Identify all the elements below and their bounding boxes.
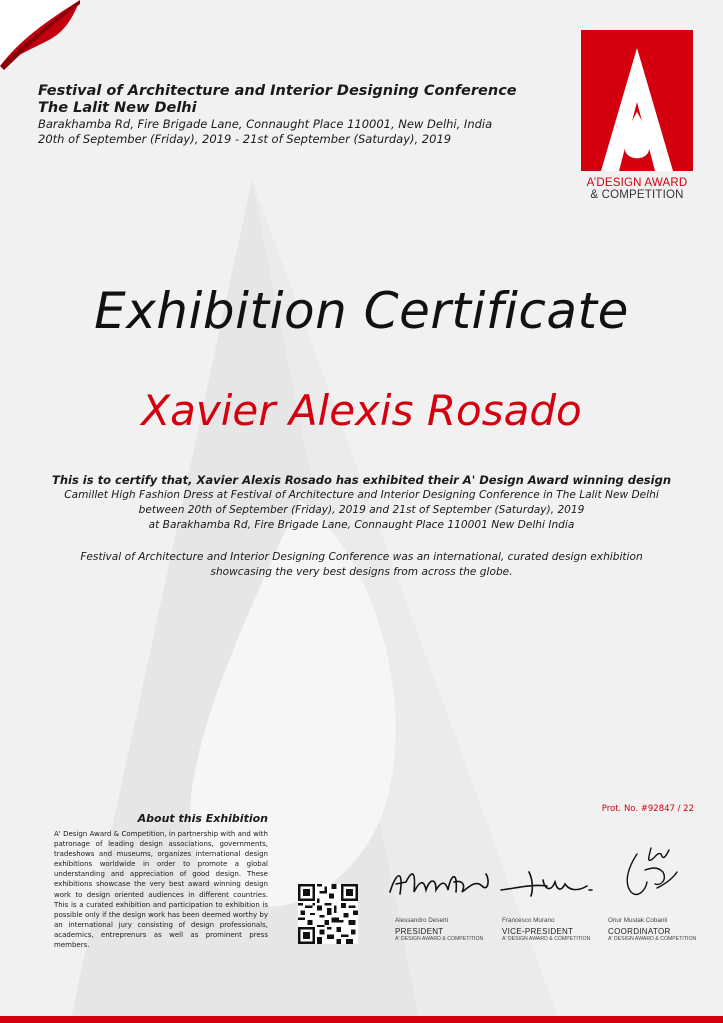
event-dates: 20th of September (Friday), 2019 - 21st of September (Saturday), 2019 [38, 132, 452, 146]
venue-name: The Lalit New Delhi [38, 100, 197, 116]
recipient-name: Xavier Alexis Rosado [141, 386, 582, 435]
about-exhibition [54, 812, 268, 950]
statement-line-4: at Barakhamba Rd, Fire Brigade Lane, Connaught Place 110001 New Delhi India [148, 519, 575, 531]
signatory-role: VICE-PRESIDENT [502, 927, 574, 936]
signatory-name: Onur Mustak Cobanli [608, 917, 668, 924]
logo-text-line2: & COMPETITION [590, 189, 684, 201]
vice-president-signature [497, 866, 597, 900]
signatory-org: A' DESIGN AWARD & COMPETITION [608, 936, 697, 942]
signatory-president [395, 917, 483, 942]
a-design-award-logo [581, 30, 693, 201]
event-name: Festival of Architecture and Interior Designing Conference [38, 83, 517, 99]
signatory-role: PRESIDENT [395, 927, 444, 936]
description-line-2: showcasing the very best designs from across the globe. [210, 566, 513, 578]
description-line-1: Festival of Architecture and Interior Designing Conference was an international, curated design exhibition [80, 551, 643, 563]
coordinator-signature [617, 842, 687, 906]
signatory-role: COORDINATOR [608, 927, 671, 936]
certification-statement [20, 473, 703, 533]
signatory-vice-president [502, 917, 590, 942]
logo-text-line1: A’DESIGN AWARD [586, 177, 688, 189]
logo-mark [581, 30, 693, 171]
signatory-name: Francesco Murano [502, 917, 555, 924]
protocol-number: Prot. No. #92847 / 22 [601, 804, 694, 814]
bottom-accent-bar [0, 1016, 723, 1023]
qr-code-icon [298, 884, 358, 944]
statement-line-3: between 20th of September (Friday), 2019 and 21st of September (Saturday), 2019 [138, 504, 585, 516]
signatory-org: A' DESIGN AWARD & COMPETITION [502, 936, 591, 942]
statement-line-1: This is to certify that, Xavier Alexis Rosado has exhibited their A' Design Award winning design [51, 473, 672, 487]
signatory-org: A' DESIGN AWARD & COMPETITION [395, 936, 484, 942]
about-text: A' Design Award & Competition, in partnership with and with patronage of leading design associations, governments, tradeshows and museums, organizes international design exhibitions worldwide in order to promote a global understanding and appreciation of good design. These exhibitions showcase the very best award winning design work to design oriented audiences in different countries. This is a curated exhibition and participation to exhibition is possible only if the design work has been deemed worthy by an international jury consisting of design professionals, academics, entreprenurs as well as prominent press members. [54, 830, 268, 950]
exhibition-description [20, 550, 703, 580]
page-curl-icon [0, 0, 80, 70]
logo-a-icon [581, 30, 693, 171]
signatory-name: Alessandro Deserti [395, 917, 449, 924]
venue-address: Barakhamba Rd, Fire Brigade Lane, Connaught Place 110001, New Delhi, India [38, 117, 493, 131]
about-heading: About this Exhibition [137, 812, 268, 825]
event-header [38, 82, 517, 147]
statement-line-2: Camillet High Fashion Dress at Festival of Architecture and Interior Designing Conference in The Lalit New Delhi [64, 489, 659, 501]
president-signature [386, 862, 496, 902]
certificate-title: Exhibition Certificate [94, 282, 629, 340]
signatory-coordinator [608, 917, 696, 942]
